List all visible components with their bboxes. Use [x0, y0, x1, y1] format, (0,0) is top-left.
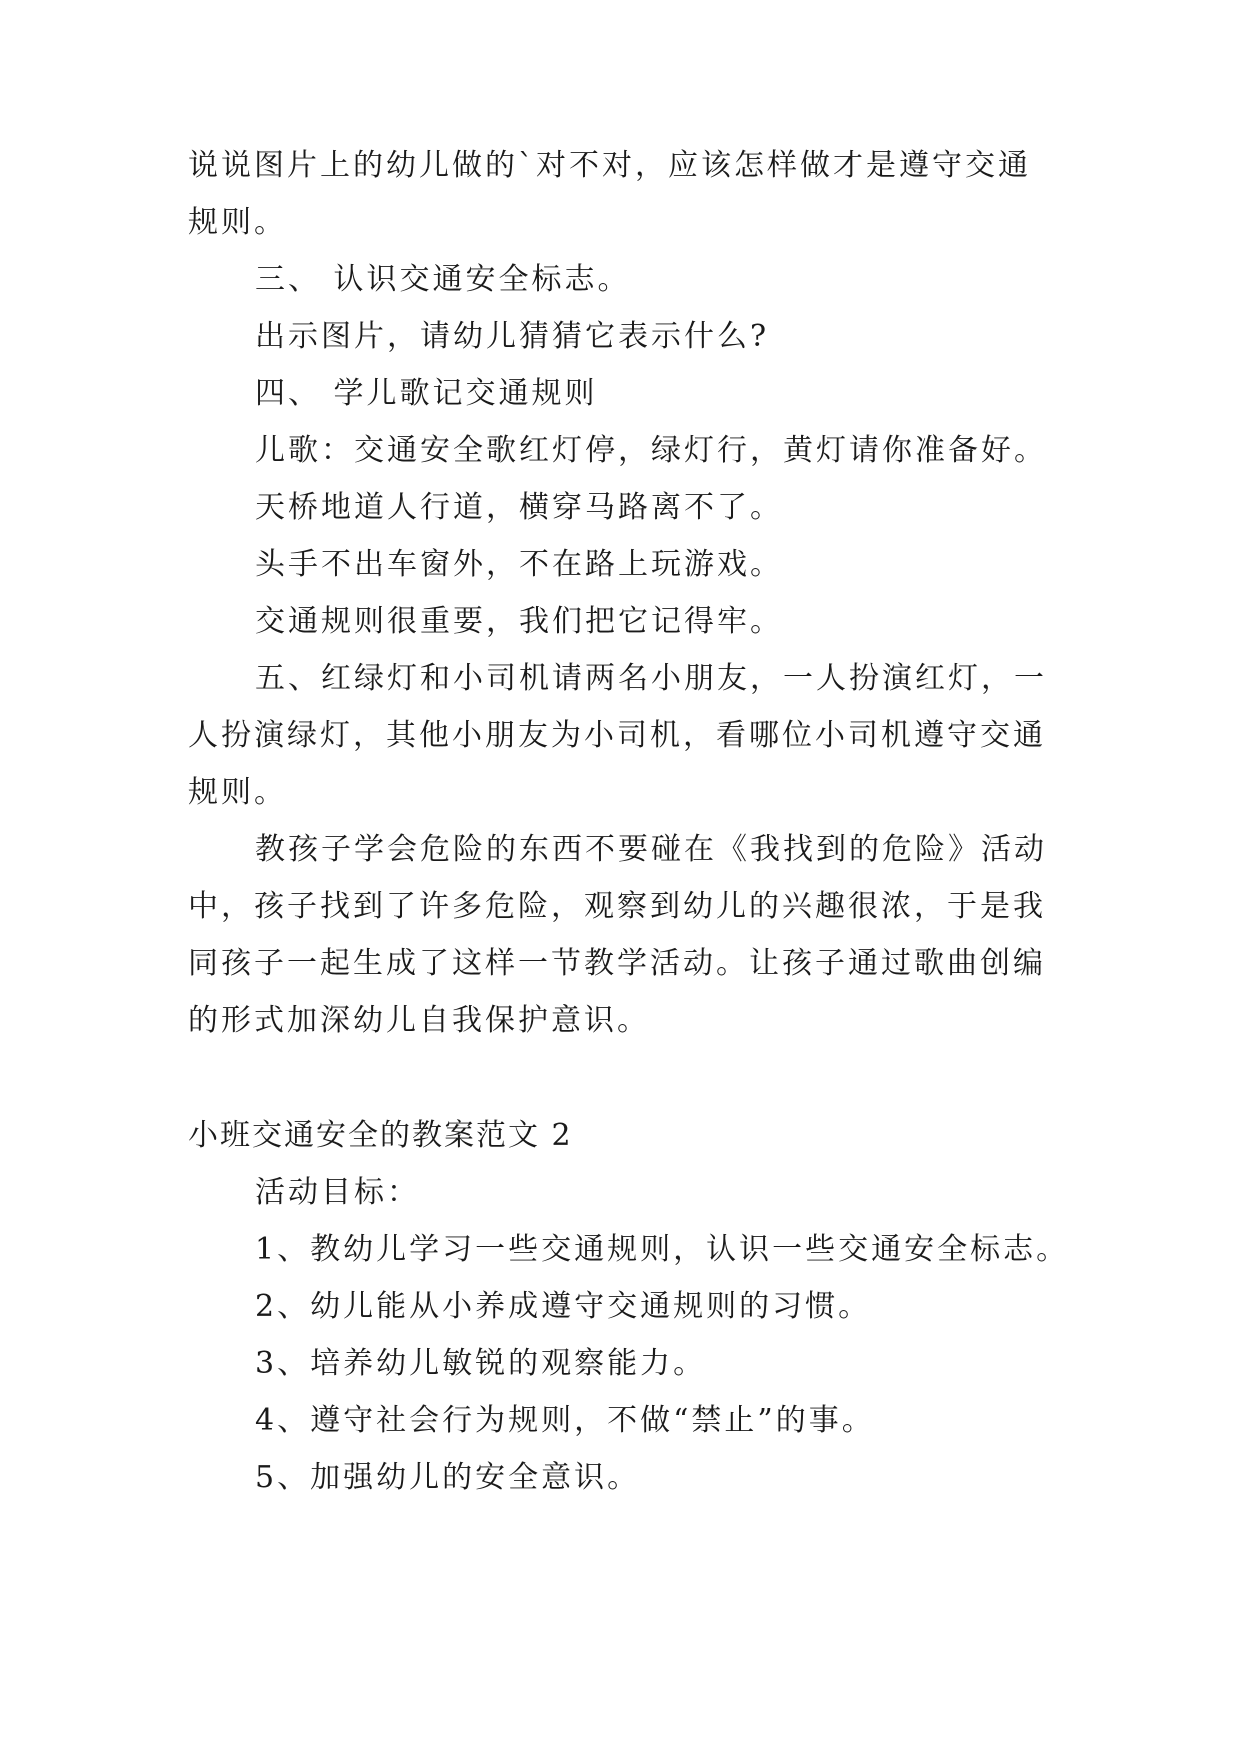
paragraph-line: 说说图片上的幼儿做的`对不对，应该怎样做才是遵守交通 [188, 148, 1031, 183]
paragraph-line: 出示图片，请幼儿猜猜它表示什么? [255, 319, 770, 354]
section-title: 小班交通安全的教案范文 2 [188, 1118, 573, 1153]
song-line: 头手不出车窗外，不在路上玩游戏。 [255, 547, 783, 582]
goal-item: 3、培养幼儿敏锐的观察能力。 [255, 1346, 707, 1381]
paragraph-line: 中，孩子找到了许多危险，观察到幼儿的兴趣很浓，于是我 [188, 889, 1046, 924]
paragraph-line: 规则。 [188, 775, 287, 810]
goal-item: 1、教幼儿学习一些交通规则，认识一些交通安全标志。 [255, 1232, 1070, 1267]
goals-label: 活动目标： [255, 1175, 420, 1210]
paragraph-line: 的形式加深幼儿自我保护意识。 [188, 1003, 650, 1038]
paragraph-line: 教孩子学会危险的东西不要碰在《我找到的危险》活动 [255, 832, 1047, 867]
goal-item: 5、加强幼儿的安全意识。 [255, 1460, 641, 1495]
goal-item: 2、幼儿能从小养成遵守交通规则的习惯。 [255, 1289, 872, 1324]
paragraph-line: 人扮演绿灯，其他小朋友为小司机，看哪位小司机遵守交通 [188, 718, 1046, 753]
song-line: 交通规则很重要，我们把它记得牢。 [255, 604, 783, 639]
song-line: 天桥地道人行道，横穿马路离不了。 [255, 490, 783, 525]
section-heading-3: 三、 认识交通安全标志。 [255, 262, 631, 297]
paragraph-line: 同孩子一起生成了这样一节教学活动。让孩子通过歌曲创编 [188, 946, 1046, 981]
section-heading-4: 四、 学儿歌记交通规则 [255, 376, 598, 411]
goal-item: 4、遵守社会行为规则，不做“禁止”的事。 [255, 1403, 875, 1438]
song-line: 儿歌：交通安全歌红灯停，绿灯行，黄灯请你准备好。 [255, 433, 1047, 468]
paragraph-line: 五、红绿灯和小司机请两名小朋友，一人扮演红灯，一 [255, 661, 1047, 696]
paragraph-line: 规则。 [188, 205, 287, 240]
